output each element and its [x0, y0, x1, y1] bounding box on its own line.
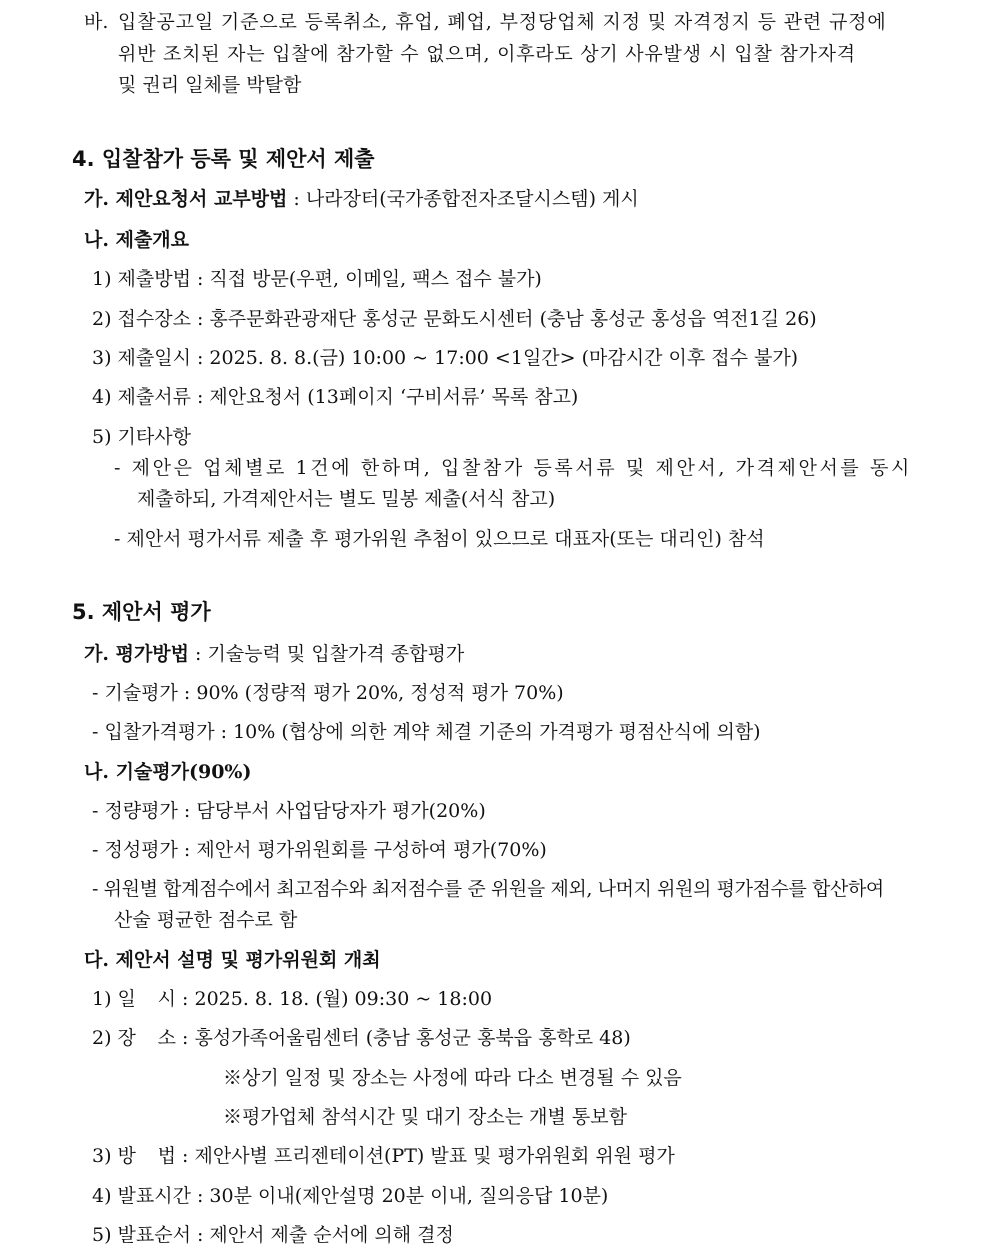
section-5-title: 5. 제안서 평가	[72, 600, 211, 624]
s5-ga-item-1: - 기술평가 : 90% (정량적 평가 20%, 정성적 평가 70%)	[92, 682, 564, 704]
s5-da-item-2	[92, 1026, 631, 1050]
s5-da-item-1-key	[92, 987, 176, 1011]
s4-ga-text: : 나라장터(국가종합전자조달시스템) 게시	[287, 188, 639, 210]
s5-da-item-3-text: : 제안사별 프리젠테이션(PT) 발표 및 평가위원회 위원 평가	[176, 1145, 675, 1167]
s5-ga-row	[84, 642, 464, 666]
s5-da-item-2-key	[92, 1026, 176, 1050]
s5-na-item-3-cont: 산술 평균한 점수로 함	[114, 909, 298, 931]
s5-da-item-1-text: : 2025. 8. 18. (월) 09:30 ~ 18:00	[176, 988, 493, 1010]
s5-da-note-2: ※평가업체 참석시간 및 대기 장소는 개별 통보함	[223, 1106, 627, 1128]
clause-ba-line-2: 위반 조치된 자는 입찰에 참가할 수 없으며, 이후라도 상기 사유발생 시 입찰 참가자격	[118, 43, 856, 65]
s5-na-item-3: - 위원별 합계점수에서 최고점수와 최저점수를 준 위원을 제외, 나머지 위원의 평가점수를 합산하여	[92, 878, 884, 900]
section-4-title: 4. 입찰참가 등록 및 제안서 제출	[72, 147, 375, 171]
clause-ba-marker: 바.	[84, 11, 109, 33]
s5-ga-item-2: - 입찰가격평가 : 10% (협상에 의한 계약 체결 기준의 가격평가 평점산식에 의함)	[92, 721, 761, 743]
clause-ba-line-3: 및 권리 일체를 박탈함	[118, 74, 302, 96]
s5-da-item-2-text: : 홍성가족어울림센터 (충남 홍성군 홍북읍 홍학로 48)	[176, 1027, 631, 1049]
s5-da-label: 다. 제안서 설명 및 평가위원회 개최	[84, 949, 381, 971]
s4-etc-line-3: - 제안서 평가서류 제출 후 평가위원 추첨이 있으므로 대표자(또는 대리인) 참석	[114, 528, 765, 550]
s5-na-label: 나. 기술평가(90%)	[84, 761, 252, 783]
s5-na-item-2: - 정성평가 : 제안서 평가위원회를 구성하여 평가(70%)	[92, 839, 547, 861]
s4-etc-line-1: - 제안은 업체별로 1건에 한하며, 입찰참가 등록서류 및 제안서, 가격제안서를 동시	[114, 457, 912, 479]
s5-ga-text: : 기술능력 및 입찰가격 종합평가	[189, 643, 465, 665]
s4-item-3: 3) 제출일시 : 2025. 8. 8.(금) 10:00 ~ 17:00 <1일간> (마감시간 이후 접수 불가)	[92, 347, 799, 369]
s5-da-item-3-num: 3) 방	[92, 1145, 136, 1167]
s4-item-5: 5) 기타사항	[92, 426, 191, 448]
s4-etc-line-2: 제출하되, 가격제안서는 별도 밀봉 제출(서식 참고)	[137, 488, 556, 510]
s5-da-item-3-key	[92, 1144, 176, 1168]
s5-da-item-5: 5) 발표순서 : 제안서 제출 순서에 의해 결정	[92, 1224, 454, 1246]
s5-da-item-3-num2: 법	[157, 1145, 176, 1167]
s5-da-item-1-num2: 시	[157, 988, 176, 1010]
s5-da-item-1-num: 1) 일	[92, 988, 136, 1010]
s4-item-4: 4) 제출서류 : 제안요청서 (13페이지 ‘구비서류’ 목록 참고)	[92, 386, 579, 408]
s4-ga-row	[84, 187, 639, 211]
s4-na-label: 나. 제출개요	[84, 229, 189, 251]
s5-ga-label: 가. 평가방법	[84, 643, 189, 665]
s5-da-item-4: 4) 발표시간 : 30분 이내(제안설명 20분 이내, 질의응답 10분)	[92, 1185, 609, 1207]
s5-da-item-2-num: 2) 장	[92, 1027, 136, 1049]
s5-da-note-1: ※상기 일정 및 장소는 사정에 따라 다소 변경될 수 있음	[223, 1067, 682, 1089]
s4-item-1: 1) 제출방법 : 직접 방문(우편, 이메일, 팩스 접수 불가)	[92, 268, 542, 290]
s5-na-item-1: - 정량평가 : 담당부서 사업담당자가 평가(20%)	[92, 800, 486, 822]
s5-da-item-2-num2: 소	[157, 1027, 176, 1049]
s4-item-2: 2) 접수장소 : 홍주문화관광재단 홍성군 문화도시센터 (충남 홍성군 홍성읍 역전1길 26)	[92, 308, 817, 330]
s5-da-item-3	[92, 1144, 675, 1168]
s4-ga-label: 가. 제안요청서 교부방법	[84, 188, 288, 210]
s5-da-item-1	[92, 987, 492, 1011]
clause-ba-line-1: 입찰공고일 기준으로 등록취소, 휴업, 폐업, 부정당업체 지정 및 자격정지 등 관련 규정에	[118, 11, 887, 33]
